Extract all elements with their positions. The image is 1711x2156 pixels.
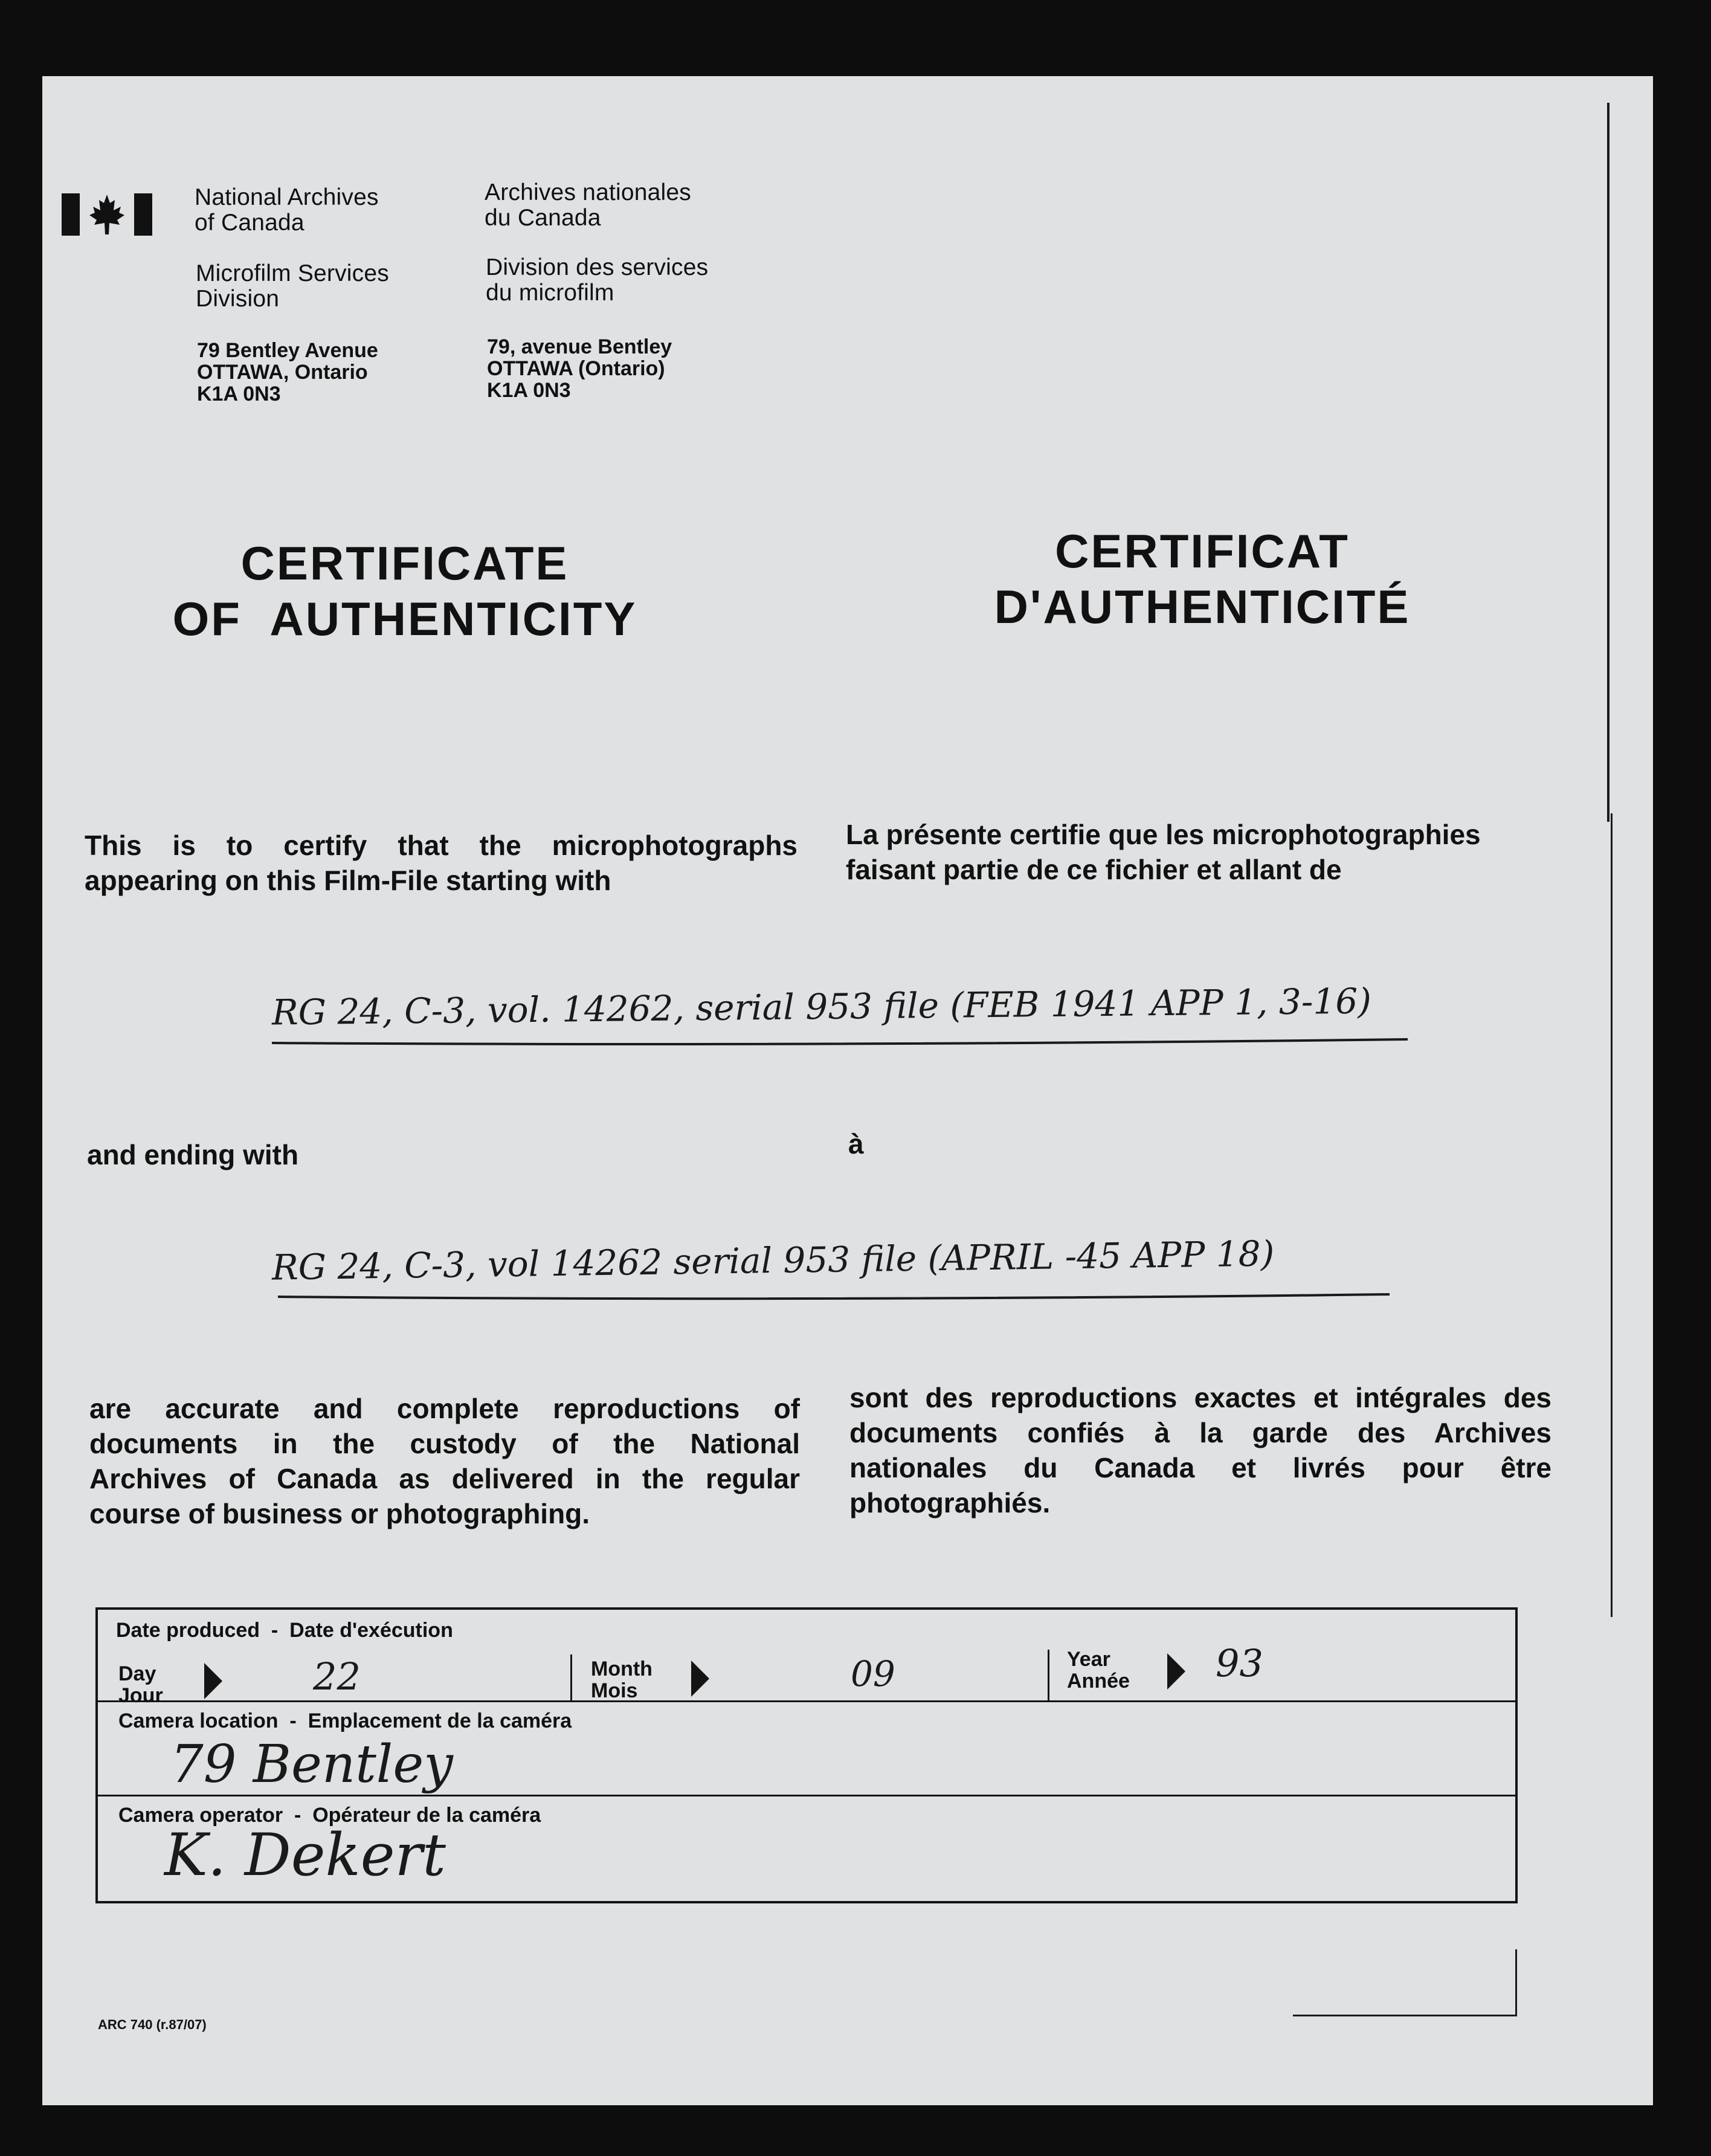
form-divider-day-month <box>570 1654 572 1700</box>
header-en-division <box>196 261 389 312</box>
header-fr-div-line1: Division des services <box>486 254 709 280</box>
reproductions-en <box>89 1391 800 1531</box>
end-reference-underline <box>278 1292 1402 1304</box>
title-en-line2: OF AUTHENTICITY <box>172 592 637 645</box>
header-fr-address <box>487 336 672 401</box>
camera-location-label: Camera location - Emplacement de la caméra <box>118 1709 572 1732</box>
header-en-div-line1: Microfilm Services <box>196 260 389 286</box>
year-label-fr: Année <box>1067 1670 1130 1693</box>
corner-mark-horizontal <box>1293 2015 1517 2016</box>
certificate-page <box>42 76 1653 2105</box>
header-fr-org-line2: du Canada <box>485 205 601 231</box>
camera-operator-signature: K. Dekert <box>164 1821 446 1889</box>
header-fr-addr-line1: 79, avenue Bentley <box>487 335 672 358</box>
production-details-form <box>95 1607 1518 1903</box>
form-divider-location <box>98 1795 1515 1796</box>
header-en-org <box>195 185 379 236</box>
camera-location-value: 79 Bentley <box>170 1734 453 1795</box>
header-en-addr-line3: K1A 0N3 <box>197 382 281 405</box>
day-value: 22 <box>313 1654 361 1699</box>
header-en-div-line2: Division <box>196 286 280 312</box>
certify-en-line1: This is to certify that the microphotographs <box>85 830 798 861</box>
month-value: 09 <box>851 1653 895 1694</box>
title-fr-line2: D'AUTHENTICITÉ <box>994 580 1411 633</box>
right-edge-line-upper <box>1607 103 1610 822</box>
day-label-en: Day <box>118 1662 156 1685</box>
year-label-en: Year <box>1067 1648 1110 1671</box>
ending-en: and ending with <box>87 1139 299 1170</box>
reproductions-fr <box>849 1380 1552 1520</box>
header-fr-org <box>485 180 691 231</box>
reproductions-en-line1: are accurate and complete reproductions of <box>89 1393 800 1424</box>
header-fr-addr-line3: K1A 0N3 <box>487 379 571 402</box>
right-edge-line-lower <box>1611 813 1613 1617</box>
month-label-en: Month <box>591 1657 652 1680</box>
reproductions-fr-line2: documents confiés à la garde des Archives <box>849 1417 1552 1448</box>
title-fr <box>930 523 1474 634</box>
month-label-fr: Mois <box>591 1679 638 1702</box>
camera-operator-label: Camera operator - Opérateur de la caméra <box>118 1804 541 1827</box>
ending-fr: à <box>848 1128 864 1160</box>
year-label <box>1067 1648 1130 1692</box>
header-en-addr-line2: OTTAWA, Ontario <box>197 361 368 384</box>
header-en-addr-line1: 79 Bentley Avenue <box>197 339 378 362</box>
header-en-address <box>197 340 378 405</box>
date-produced-label: Date produced - Date d'exécution <box>116 1619 453 1642</box>
day-label <box>118 1663 163 1706</box>
start-reference-handwritten: RG 24, C-3, vol. 14262, serial 953 file (FEB 1941 APP 1, 3-16) <box>271 980 1372 1033</box>
certify-fr-line2: faisant partie de ce fichier et allant de <box>846 854 1342 885</box>
start-reference-underline <box>272 1037 1420 1049</box>
reproductions-en-line4: course of business or photographing. <box>89 1498 590 1529</box>
title-en <box>133 535 677 647</box>
reproductions-fr-line3: nationales du Canada et livrés pour être <box>849 1452 1552 1483</box>
day-label-fr: Jour <box>118 1684 163 1707</box>
month-label <box>591 1658 652 1702</box>
form-divider-month-year <box>1048 1650 1049 1700</box>
certify-en-line2: appearing on this Film-File starting with <box>85 865 611 896</box>
header-fr-org-line1: Archives nationales <box>485 179 691 205</box>
reproductions-fr-line4: photographiés. <box>849 1487 1051 1519</box>
header-en-org-line1: National Archives <box>195 184 379 210</box>
year-value: 93 <box>1216 1641 1263 1685</box>
title-fr-line1: CERTIFICAT <box>1055 524 1350 578</box>
reproductions-en-line3: Archives of Canada as delivered in the regular <box>89 1463 800 1494</box>
header-fr-div-line2: du microfilm <box>486 280 614 306</box>
title-en-line1: CERTIFICATE <box>240 537 569 590</box>
form-divider-date <box>98 1700 1515 1702</box>
header-fr-addr-line2: OTTAWA (Ontario) <box>487 357 665 380</box>
form-code: ARC 740 (r.87/07) <box>98 2017 207 2032</box>
end-reference-handwritten: RG 24, C-3, vol 14262 serial 953 file (APRIL -45 APP 18) <box>271 1233 1275 1288</box>
reproductions-en-line2: documents in the custody of the National <box>89 1428 800 1459</box>
certify-en <box>85 828 798 898</box>
header-fr-division <box>486 255 708 306</box>
certify-fr <box>846 817 1559 887</box>
canada-flag-logo <box>62 191 152 238</box>
corner-mark-vertical <box>1515 1949 1517 2016</box>
header-en-org-line2: of Canada <box>195 210 304 236</box>
reproductions-fr-line1: sont des reproductions exactes et intégrales des <box>849 1382 1552 1413</box>
certify-fr-line1: La présente certifie que les microphotographies <box>846 819 1481 850</box>
